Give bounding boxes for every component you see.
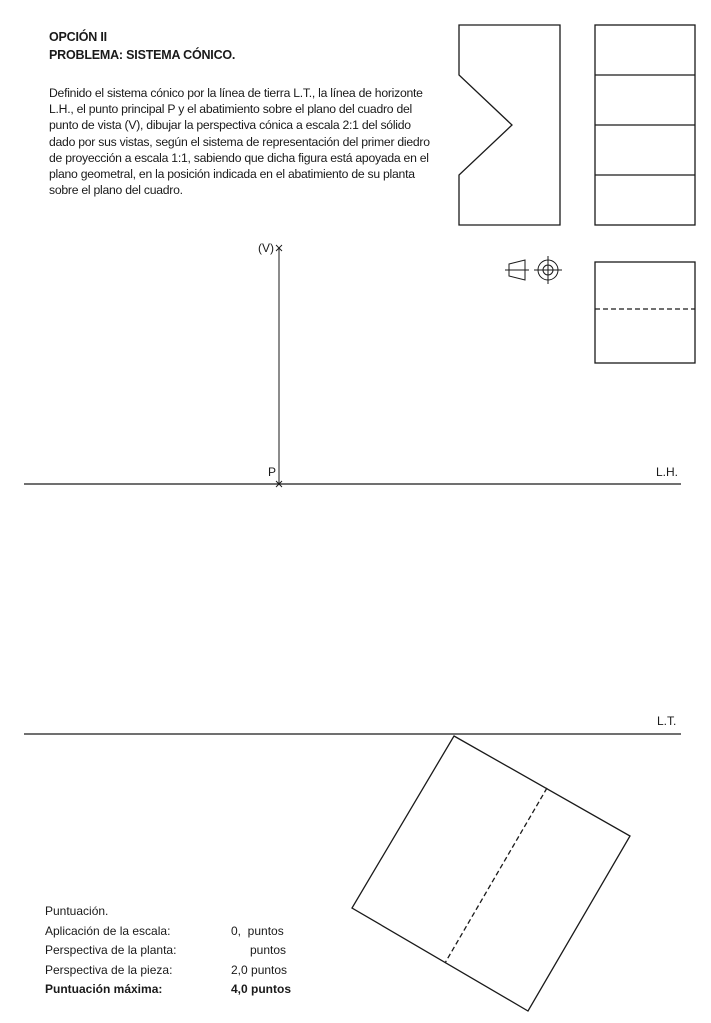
scoring-item: Perspectiva de la pieza: [45,962,173,977]
scoring-table [45,902,291,1000]
ground-line-label: L.T. [657,714,677,728]
scoring-item: Perspectiva de la planta: [45,943,177,958]
plan-view [595,262,695,363]
problem-title: PROBLEMA: SISTEMA CÓNICO. [49,48,236,62]
horizon-line-label: L.H. [656,465,679,479]
scoring-row [45,961,291,981]
principal-point-label: P [268,465,277,479]
rotated-plan-hidden-line [445,788,547,963]
scoring-points: 0, puntos [231,923,284,938]
scoring-title: Puntuación. [45,904,109,918]
scoring-points: puntos [250,943,287,958]
scoring-row [45,941,291,961]
viewpoint-label: (V) [258,241,274,255]
scoring-item: Aplicación de la escala: [45,923,171,938]
scoring-max-row [45,980,291,1000]
scoring-points: 2,0 puntos [231,962,288,977]
problem-statement: Definido el sistema cónico por la línea de tierra L.T., la línea de horizonte L.H., el punto principal P y el abatimiento sobre el plano del cuadro del punto de vista (V), dibujar la perspectiva cónica a escala 2:1 del sólido dado por sus vistas, según el sistema de representación del primer diedro de proyección a escala 1:1, sabiendo que dicha figura está apoyada en el plano geometral, en la posición indicada en el abatimiento de su planta sobre el plano del cuadro. [49,86,430,198]
scoring-row [45,922,291,942]
option-title: OPCIÓN II [49,30,107,44]
scoring-max-item: Puntuación máxima: [45,982,163,997]
scoring-max-points: 4,0 puntos [231,982,292,997]
rotated-plan-view [352,736,630,1011]
first-angle-projection-icon [505,256,562,284]
front-view [459,25,560,225]
